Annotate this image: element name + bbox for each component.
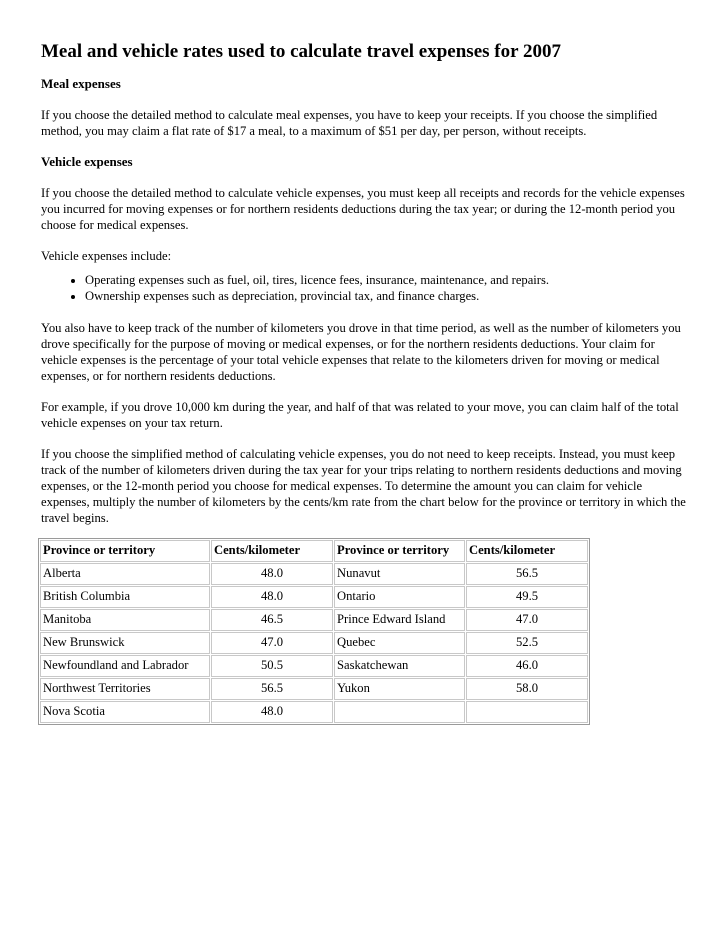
rate-cell: 47.0 [211, 632, 333, 654]
list-item: • Ownership expenses such as depreciation, provincial tax, and finance charges. [85, 288, 687, 304]
meal-expenses-paragraph: If you choose the detailed method to calculate meal expenses, you have to keep your receipts. If you choose the simplified method, you may claim a flat rate of $17 a meal, to a maximum of $51 per day, per person, without receipts. [41, 108, 658, 138]
province-cell: New Brunswick [40, 632, 210, 654]
province-cell: Prince Edward Island [334, 609, 465, 631]
table-row [40, 586, 588, 608]
table-header-row [40, 540, 588, 562]
rate-cell: 48.0 [211, 701, 333, 723]
vehicle-expenses-include-label: Vehicle expenses include: [41, 249, 172, 263]
column-header: Province or territory [334, 540, 465, 562]
rate-cell: 46.0 [466, 655, 588, 677]
rate-cell: 50.5 [211, 655, 333, 677]
vehicle-expenses-heading: Vehicle expenses [41, 154, 133, 169]
empty-cell [466, 701, 588, 723]
province-cell: Yukon [334, 678, 465, 700]
table-row [40, 655, 588, 677]
table-row [40, 678, 588, 700]
province-cell: Northwest Territories [40, 678, 210, 700]
rate-cell: 49.5 [466, 586, 588, 608]
simplified-method-paragraph: If you choose the simplified method of calculating vehicle expenses, you do not need to keep receipts. Instead, you must keep track of the number of kilometers driven during the tax year for your trips relating to northern residents deductions and moving expenses, or the 12-month period you choose for medical expenses. To determine the amount you can claim for vehicle expenses, multiply the number of kilometers by the cents/km rate from the chart below for the province or territory in which the travel begins. [41, 447, 686, 525]
rate-cell: 56.5 [466, 563, 588, 585]
empty-cell [334, 701, 465, 723]
kilometers-tracking-paragraph: You also have to keep track of the number of kilometers you drove in that time period, as well as the number of kilometers you drove specifically for the purpose of moving or medical expenses, or for the northern residents deductions. Your claim for vehicle expenses is the percentage of your total vehicle expenses that relate to the kilometers driven for moving or medical expenses, or for northern residents deductions. [41, 321, 681, 383]
vehicle-detailed-method-paragraph: If you choose the detailed method to calculate vehicle expenses, you must keep all receipts and records for the vehicle expenses you incurred for moving expenses or for northern residents deductions during the tax year; or during the 12-month period you choose for medical expenses. [41, 186, 685, 232]
table-row [40, 609, 588, 631]
example-paragraph: For example, if you drove 10,000 km during the year, and half of that was related to your move, you can claim half of the total vehicle expenses on your tax return. [41, 400, 679, 430]
province-cell: Alberta [40, 563, 210, 585]
province-cell: British Columbia [40, 586, 210, 608]
province-cell: Ontario [334, 586, 465, 608]
table-row [40, 632, 588, 654]
province-cell: Quebec [334, 632, 465, 654]
column-header: Province or territory [40, 540, 210, 562]
rates-table [38, 538, 590, 725]
province-cell: Nunavut [334, 563, 465, 585]
page-title: Meal and vehicle rates used to calculate travel expenses for 2007 [41, 41, 561, 62]
list-item: • Operating expenses such as fuel, oil, tires, licence fees, insurance, maintenance, and repairs. [85, 272, 687, 288]
table-row [40, 701, 588, 723]
province-cell: Newfoundland and Labrador [40, 655, 210, 677]
rate-cell: 56.5 [211, 678, 333, 700]
document-page [41, 40, 687, 725]
rate-cell: 58.0 [466, 678, 588, 700]
column-header: Cents/kilometer [466, 540, 588, 562]
province-cell: Saskatchewan [334, 655, 465, 677]
meal-expenses-heading: Meal expenses [41, 76, 121, 91]
rate-cell: 47.0 [466, 609, 588, 631]
column-header: Cents/kilometer [211, 540, 333, 562]
vehicle-expenses-list [41, 272, 687, 304]
province-cell: Nova Scotia [40, 701, 210, 723]
province-cell: Manitoba [40, 609, 210, 631]
rate-cell: 48.0 [211, 563, 333, 585]
rate-cell: 52.5 [466, 632, 588, 654]
rate-cell: 46.5 [211, 609, 333, 631]
table-row [40, 563, 588, 585]
rate-cell: 48.0 [211, 586, 333, 608]
